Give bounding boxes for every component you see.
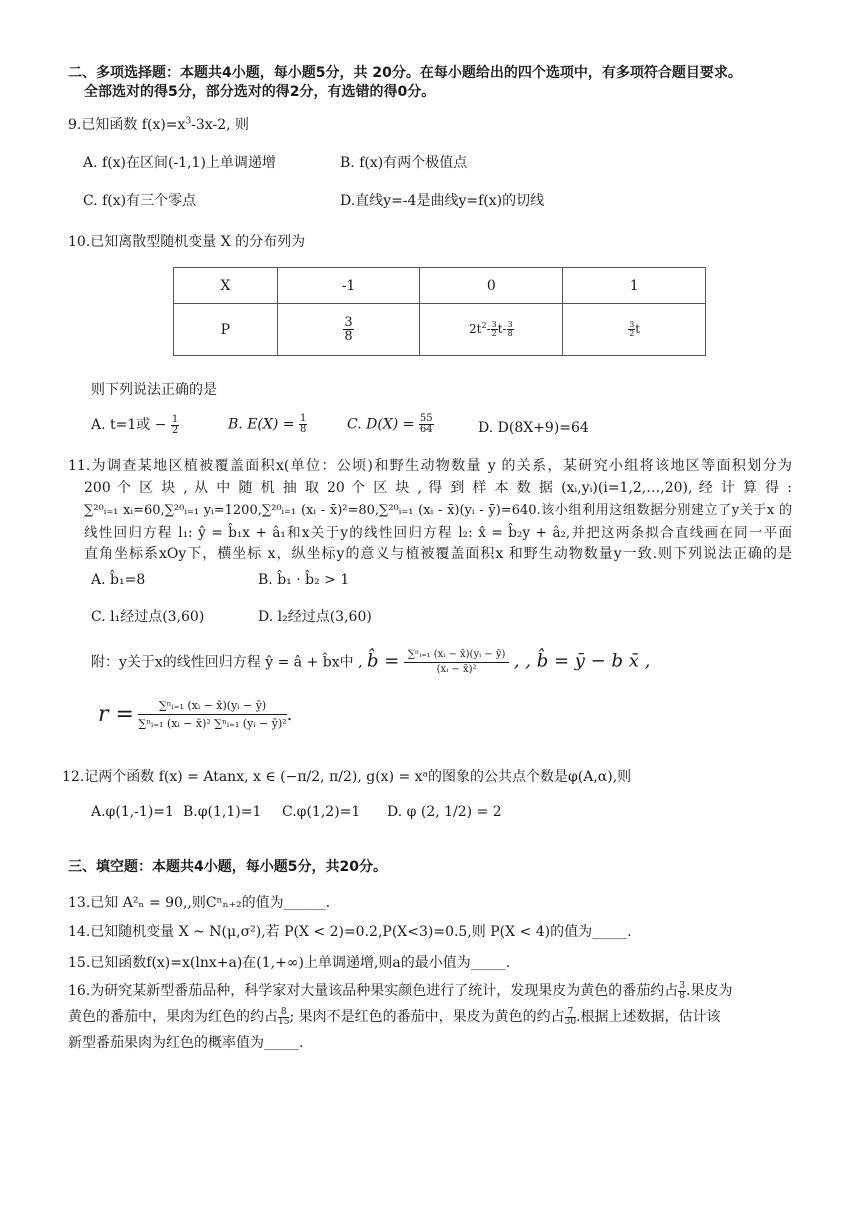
section3-heading: 三、填空题：本题共4小题，每小题5分，共20分。 [68, 859, 387, 875]
q9-option-d: D.直线y=-4是曲线y=f(x)的切线 [340, 193, 545, 209]
q16-line3: 新型番茄果肉为红色的概率值为_____. [68, 1035, 304, 1051]
q15-text: 15.已知函数f(x)=x(lnx+a)在(1,+∞)上单调递增,则a的最小值为_____. [68, 955, 511, 971]
q11-option-b: B. b̂₁ · b̂₂ > 1 [258, 572, 350, 588]
table-cell: $\frac{3}{2}$ t [563, 304, 706, 356]
q11-note: 附：y关于x的线性回归方程 ŷ = â + b̂x中 , b̂ = $\frac{\text{∑ⁿᵢ₌₁ (xᵢ − x̄)(yᵢ − ȳ)}}{\text{(xᵢ − x̄)²}}$ , , b̂ = ȳ − b x̄ , [91, 649, 651, 675]
q12-stem: 12.记两个函数 f(x) = Atanx, x ∈ (−π/2, π/2), g(x) = xᵃ的图象的公共点个数是φ(A,α),则 [62, 769, 632, 785]
q12-option-c: C.φ(1,2)=1 [282, 804, 361, 820]
distribution-table [173, 267, 706, 356]
q16-line1: 16.为研究某新型番茄品种，科学家对大量该品种果实颜色进行了统计，发现果皮为黄色的番茄约占 $\frac{3}{8}$ .果皮为 [68, 980, 733, 1001]
q11-option-c: C. l₁经过点(3,60) [91, 609, 205, 625]
q10-option-c: C. D(X) = $\frac{55}{64}$ [347, 413, 433, 435]
q12-option-d: D. φ (2, 1/2) = 2 [387, 804, 502, 820]
q11-option-a: A. b̂₁=8 [91, 572, 146, 588]
section2-heading-line1: 二、多项选择题：本题共4小题，每小题5分，共 20分。在每小题给出的四个选项中，有多项符合题目要求。 [68, 65, 742, 81]
q12-option-a: A.φ(1,-1)=1 [91, 804, 174, 820]
q11-line4: 线性回归方程 l₁: ŷ = b̂₁x + â₁和x关于y的线性回归方程 l₂: x̂ = b̂₂y + â₂,并把这两条拟合直线画在同一平面 [84, 525, 792, 541]
table-cell: 0 [420, 268, 563, 304]
table-cell: X [174, 268, 278, 304]
q13-text: 13.已知 A²ₙ = 90,,则Cⁿₙ₊₂的值为______. [68, 895, 331, 911]
q11-line2: 200 个 区 块 , 从 中 随 机 抽 取 20 个 区 块 , 得 到 样 本 数 据 (xᵢ,yᵢ)(i=1,2,…,20), 经 计 算 得 : [84, 480, 792, 496]
table-cell: P [174, 304, 278, 356]
table-row [174, 304, 706, 356]
table-cell: $\frac{3}{8}$ [277, 304, 420, 356]
q11-line5: 直角坐标系xOy下，横坐标 x，纵坐标y的意义与植被覆盖面积x 和野生动物数量y一致.则下列说法正确的是 [84, 546, 792, 562]
q10-option-a: A. t=1或 − $\frac{1}{2}$ [91, 413, 179, 436]
q11-line3: ∑²⁰ᵢ₌₁ xᵢ=60,∑²⁰ᵢ₌₁ yᵢ=1200,∑²⁰ᵢ₌₁ (xᵢ - x̄)²=80,∑²⁰ᵢ₌₁ (xᵢ - x̄)(yᵢ - ȳ)=640.该小组利用这组数据分别建立了y关于x 的 [84, 503, 792, 518]
q10-stem: 10.已知离散型随机变量 X 的分布列为 [68, 234, 306, 250]
q9-option-c: C. f(x)有三个零点 [83, 193, 197, 209]
q9-option-a: A. f(x)在区间(-1,1)上单调递增 [83, 155, 276, 171]
q10-option-d: D. D(8X+9)=64 [478, 420, 589, 436]
section2-heading-line2: 全部选对的得5分，部分选对的得2分，有选错的得0分。 [84, 84, 436, 100]
q12-option-b: B.φ(1,1)=1 [183, 804, 262, 820]
q10-lead: 则下列说法正确的是 [91, 382, 217, 398]
q11-option-d: D. l₂经过点(3,60) [258, 609, 372, 625]
q11-line1: 11.为调查某地区植被覆盖面积x(单位：公顷)和野生动物数量 y 的关系，某研究小组将该地区等面积划分为 [68, 458, 792, 474]
table-cell: 1 [563, 268, 706, 304]
q14-text: 14.已知随机变量 X ~ N(μ,σ²),若 P(X < 2)=0.2,P(X<3)=0.5,则 P(X < 4)的值为_____. [68, 924, 632, 940]
table-cell: -1 [277, 268, 420, 304]
q10-option-b: B. E(X) = $\frac{1}{8}$ [228, 413, 307, 435]
q9-option-b: B. f(x)有两个极值点 [340, 155, 468, 171]
table-cell: $2t^2-$ $\frac{3}{2}$ t- $\frac{3}{8}$ [420, 304, 563, 356]
q16-line2: 黄色的番茄中，果肉为红色的约占 $\frac{8}{15}$ ; 果肉不是红色的番茄中，果皮为黄色的约占 $\frac{7}{30}$ .根据上述数据，估计该 [68, 1006, 721, 1027]
q9-stem: 9.已知函数 $f(x)=x^3-3x-2$, 则 [68, 116, 249, 133]
q11-r-formula: r = $\frac{\text{∑ⁿᵢ₌₁ (xᵢ − x̄)(yᵢ − ȳ)}}{\text{∑ⁿᵢ₌₁ (xᵢ − x̄)² ∑ⁿᵢ₌₁ (yᵢ − ȳ)²}}$ . [98, 699, 293, 730]
table-header-row [174, 268, 706, 304]
